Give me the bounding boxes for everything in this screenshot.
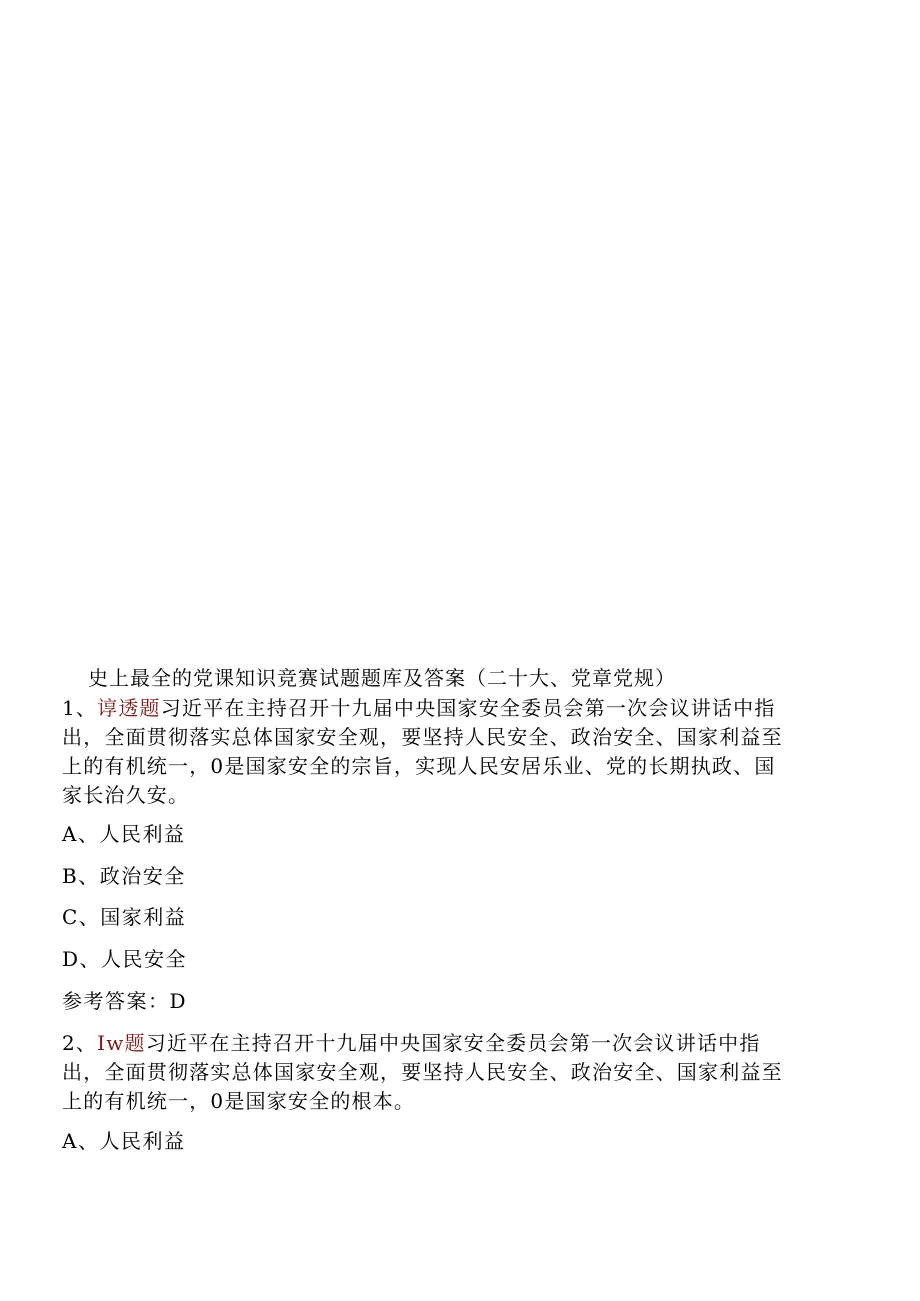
question-1-option-c: C、国家利益 <box>62 905 187 929</box>
question-1-option-a: A、人民利益 <box>62 822 186 846</box>
question-1-text-1: 习近平在主持召开十九届中央国家安全委员会第一次会议讲话中指 <box>160 696 776 720</box>
question-1-option-b: B、政治安全 <box>62 864 186 888</box>
document-title: 史上最全的党课知识竞赛试题题库及答案（二十大、党章党规） <box>88 666 676 690</box>
question-1-number: 1、 <box>62 696 98 720</box>
question-2-line-2: 出，全面贯彻落实总体国家安全观，要坚持人民安全、政治安全、国家利益至 <box>62 1060 783 1084</box>
question-1-option-d: D、人民安全 <box>62 947 188 971</box>
question-1-line-1 <box>62 694 862 723</box>
question-1-line-4: 家长治久安。 <box>62 783 190 807</box>
question-2-text-1: 习近平在主持召开十九届中央国家安全委员会第一次会议讲话中指 <box>145 1031 761 1055</box>
question-1-line-2: 出，全面贯彻落实总体国家安全观，要坚持人民安全、政治安全、国家利益至 <box>62 725 783 749</box>
question-2-tag: Iw题 <box>97 1031 146 1055</box>
question-2-line-3: 上的有机统一，0是国家安全的根本。 <box>62 1089 416 1113</box>
question-2-line-1 <box>62 1029 862 1058</box>
question-2-option-a: A、人民利益 <box>62 1129 186 1153</box>
question-2 <box>62 1029 862 1116</box>
question-2-number: 2、 <box>62 1031 98 1055</box>
question-1-tag: 谆透题 <box>97 696 161 720</box>
question-1 <box>62 694 862 810</box>
question-1-answer: 参考答案：D <box>62 989 188 1013</box>
question-1-line-3: 上的有机统一，0是国家安全的宗旨，实现人民安居乐业、党的长期执政、国 <box>62 754 776 778</box>
